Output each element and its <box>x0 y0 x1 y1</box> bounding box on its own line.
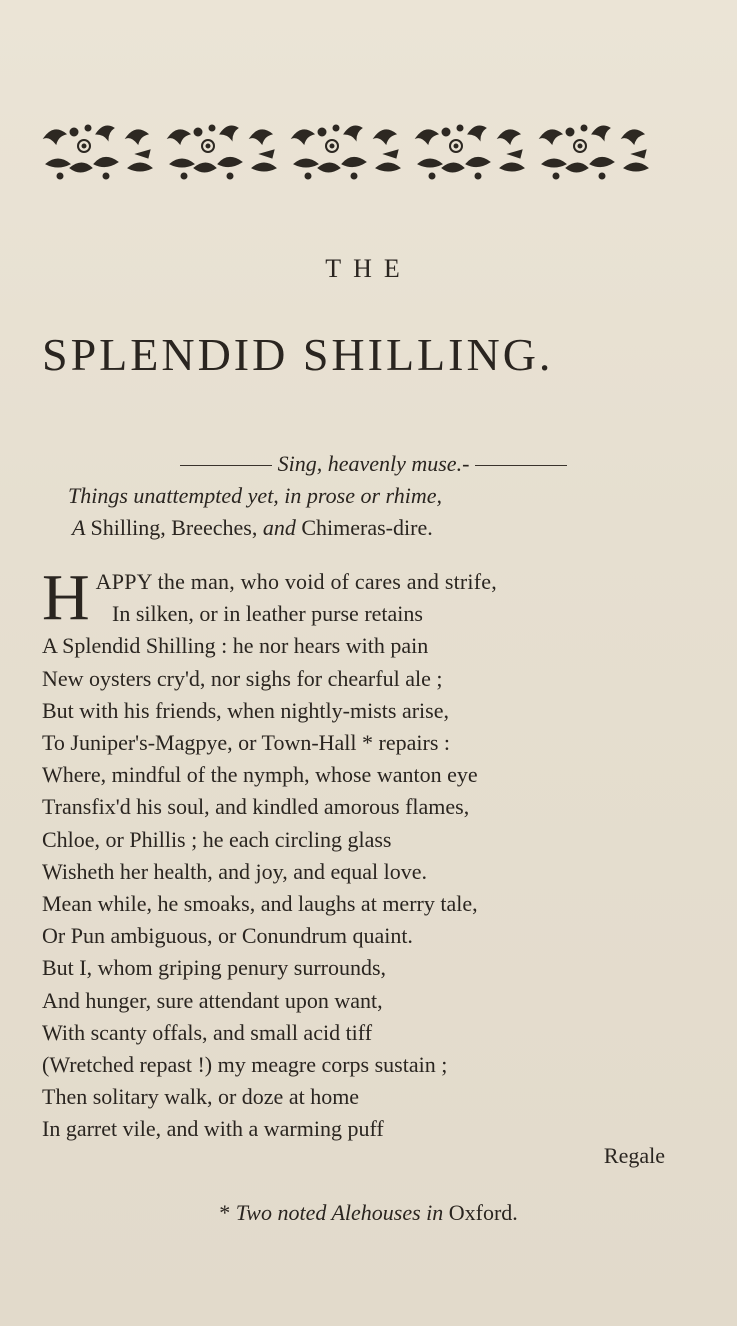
poem-line: Wisheth her health, and joy, and equal love. <box>42 858 428 884</box>
catchword: Regale <box>603 1143 665 1168</box>
poem-line: Or Pun ambiguous, or Conundrum quaint. <box>42 923 413 949</box>
heading-the: THE <box>325 254 412 283</box>
epigraph-line-3-b: Shilling, Breeches, <box>90 515 258 540</box>
poem-line: Then solitary walk, or doze at home <box>42 1084 360 1110</box>
poem-title: SPLENDID SHILLING. <box>42 329 554 380</box>
footnote <box>0 1200 737 1226</box>
poem-line: A Splendid Shilling : he nor hears with pain <box>42 633 429 659</box>
poem-line: But I, whom griping penury surrounds, <box>42 955 387 981</box>
footnote-text: Two noted Alehouses in <box>235 1200 444 1225</box>
footnote-marker: * <box>219 1200 231 1225</box>
poem-line: Mean while, he smoaks, and laughs at merry tale, <box>42 891 478 917</box>
epigraph-line-3-d: Chimeras-dire. <box>301 515 433 540</box>
epigraph-rule-right <box>475 465 567 466</box>
poem-line: Chloe, or Phillis ; he each circling glass <box>42 826 392 852</box>
poem-body <box>42 561 682 1146</box>
decorative-ornament-band <box>40 118 660 184</box>
epigraph-line-2: Things unattempted yet, in prose or rhime, <box>68 483 442 508</box>
epigraph-line-3-c: and <box>262 515 296 540</box>
epigraph-text-1: Sing, heavenly muse.- <box>277 451 470 476</box>
poem-line: But with his friends, when nightly-mists arise, <box>42 697 449 723</box>
drop-cap: H <box>42 561 90 634</box>
epigraph-line-3 <box>0 512 737 544</box>
poem-line: And hunger, sure attendant upon want, <box>42 987 383 1013</box>
poem-line: In garret vile, and with a warming puff <box>42 1116 384 1142</box>
epigraph <box>0 448 737 544</box>
epigraph-line-3-a: A <box>72 515 86 540</box>
epigraph-rule-left <box>180 465 272 466</box>
poem-line: To Juniper's-Magpye, or Town-Hall * repairs : <box>42 730 450 756</box>
poem-line: Where, mindful of the nymph, whose wanton eye <box>42 762 478 788</box>
poem-line: Transfix'd his soul, and kindled amorous flames, <box>42 794 470 820</box>
poem-line-text: APPY the man, who void of cares and strife, <box>95 569 497 594</box>
poem-line: New oysters cry'd, nor sighs for chearful ale ; <box>42 665 443 691</box>
poem-line: In silken, or in leather purse retains <box>112 601 423 627</box>
footnote-place: Oxford. <box>448 1200 518 1225</box>
poem-line: With scanty offals, and small acid tiff <box>42 1019 373 1045</box>
epigraph-line-1 <box>0 448 737 480</box>
poem-line: (Wretched repast !) my meagre corps sustain ; <box>42 1052 448 1078</box>
